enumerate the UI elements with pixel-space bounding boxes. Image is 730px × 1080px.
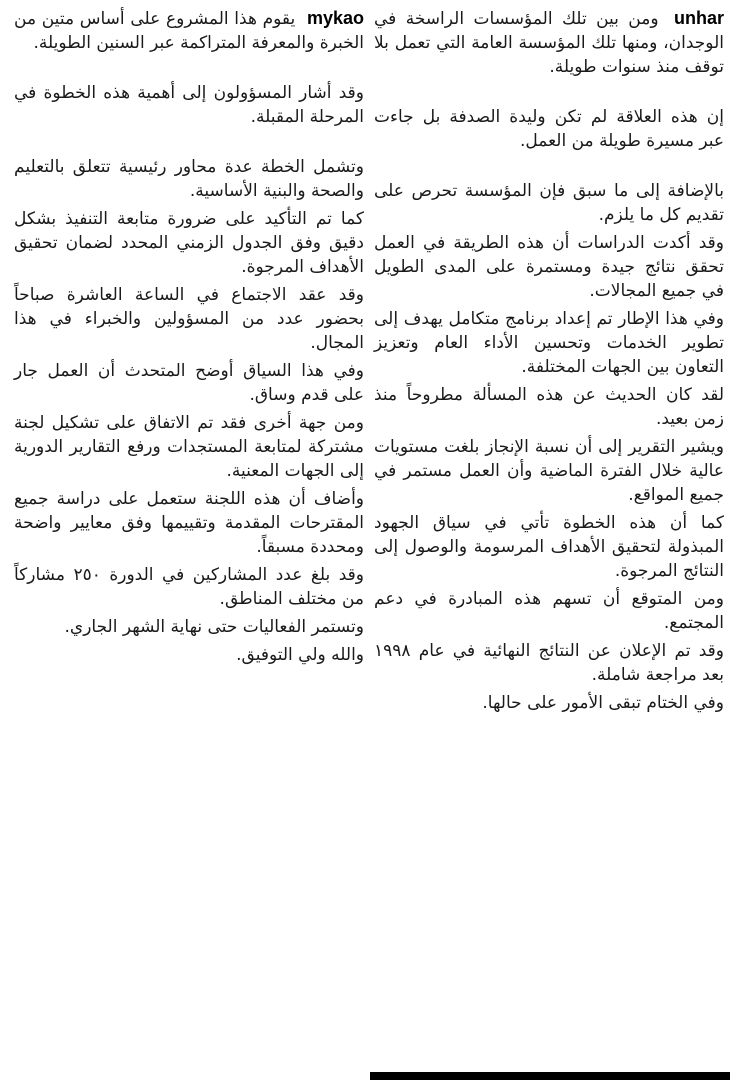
text-column-right [374, 6, 724, 719]
paragraph: وقد تم الإعلان عن النتائج النهائية في عام ١٩٩٨ بعد مراجعة شاملة. [374, 641, 724, 685]
paragraph: وقد أكدت الدراسات أن هذه الطريقة في العمل تحقق نتائج جيدة ومستمرة على المدى الطويل في جميع المجالات. [374, 233, 724, 301]
paragraph: ومن جهة أخرى فقد تم الاتفاق على تشكيل لجنة مشتركة لمتابعة المستجدات ورفع التقارير الدورية إلى الجهات المعنية. [14, 413, 364, 481]
column-heading: unhar [673, 8, 724, 28]
footer-rule [370, 1072, 730, 1080]
paragraph: وقد عقد الاجتماع في الساعة العاشرة صباحاً بحضور عدد من المسؤولين والخبراء في هذا المجال. [14, 285, 364, 353]
paragraph: وتشمل الخطة عدة محاور رئيسية تتعلق بالتعليم والصحة والبنية الأساسية. [14, 157, 364, 201]
paragraph: لقد كان الحديث عن هذه المسألة مطروحاً منذ زمن بعيد. [374, 385, 724, 429]
paragraph: كما تم التأكيد على ضرورة متابعة التنفيذ بشكل دقيق وفق الجدول الزمني المحدد لضمان تحقيق الأهداف المرجوة. [14, 209, 364, 277]
text-column-left [14, 6, 364, 671]
paragraph: وفي هذا السياق أوضح المتحدث أن العمل جار على قدم وساق. [14, 361, 364, 405]
paragraph: وأضاف أن هذه اللجنة ستعمل على دراسة جميع المقترحات المقدمة وتقييمها وفق معايير واضحة ومحددة مسبقاً. [14, 489, 364, 557]
column-heading: mykao [306, 8, 365, 28]
paragraph: ومن المتوقع أن تسهم هذه المبادرة في دعم المجتمع. [374, 589, 724, 633]
paragraph: unhar ومن بين تلك المؤسسات الراسخة في الوجدان، ومنها تلك المؤسسة العامة التي تعمل بلا توقف منذ سنوات طويلة. [374, 8, 724, 77]
paragraph: وقد بلغ عدد المشاركين في الدورة ٢٥٠ مشاركاً من مختلف المناطق. [14, 565, 365, 609]
paragraph: بالإضافة إلى ما سبق فإن المؤسسة تحرص على تقديم كل ما يلزم. [374, 181, 724, 225]
paragraph: كما أن هذه الخطوة تأتي في سياق الجهود المبذولة لتحقيق الأهداف المرسومة والوصول إلى النتائج المرجوة. [374, 513, 724, 581]
paragraph: وقد أشار المسؤولون إلى أهمية هذه الخطوة في المرحلة المقبلة. [14, 83, 364, 127]
paragraph: والله ولي التوفيق. [236, 645, 364, 665]
paragraph: ويشير التقرير إلى أن نسبة الإنجاز بلغت مستويات عالية خلال الفترة الماضية وأن العمل مستمر في جميع المواقع. [374, 437, 724, 505]
paragraph: وفي هذا الإطار تم إعداد برنامج متكامل يهدف إلى تطوير الخدمات وتحسين الأداء العام وتعزيز التعاون بين الجهات المختلفة. [374, 309, 724, 377]
paragraph: وفي الختام تبقى الأمور على حالها. [482, 693, 724, 713]
paragraph: إن هذه العلاقة لم تكن وليدة الصدفة بل جاءت عبر مسيرة طويلة من العمل. [374, 107, 724, 151]
paragraph: mykao يقوم هذا المشروع على أساس متين من الخبرة والمعرفة المتراكمة عبر السنين الطويلة. [14, 8, 365, 53]
paragraph: وتستمر الفعاليات حتى نهاية الشهر الجاري. [64, 617, 364, 637]
